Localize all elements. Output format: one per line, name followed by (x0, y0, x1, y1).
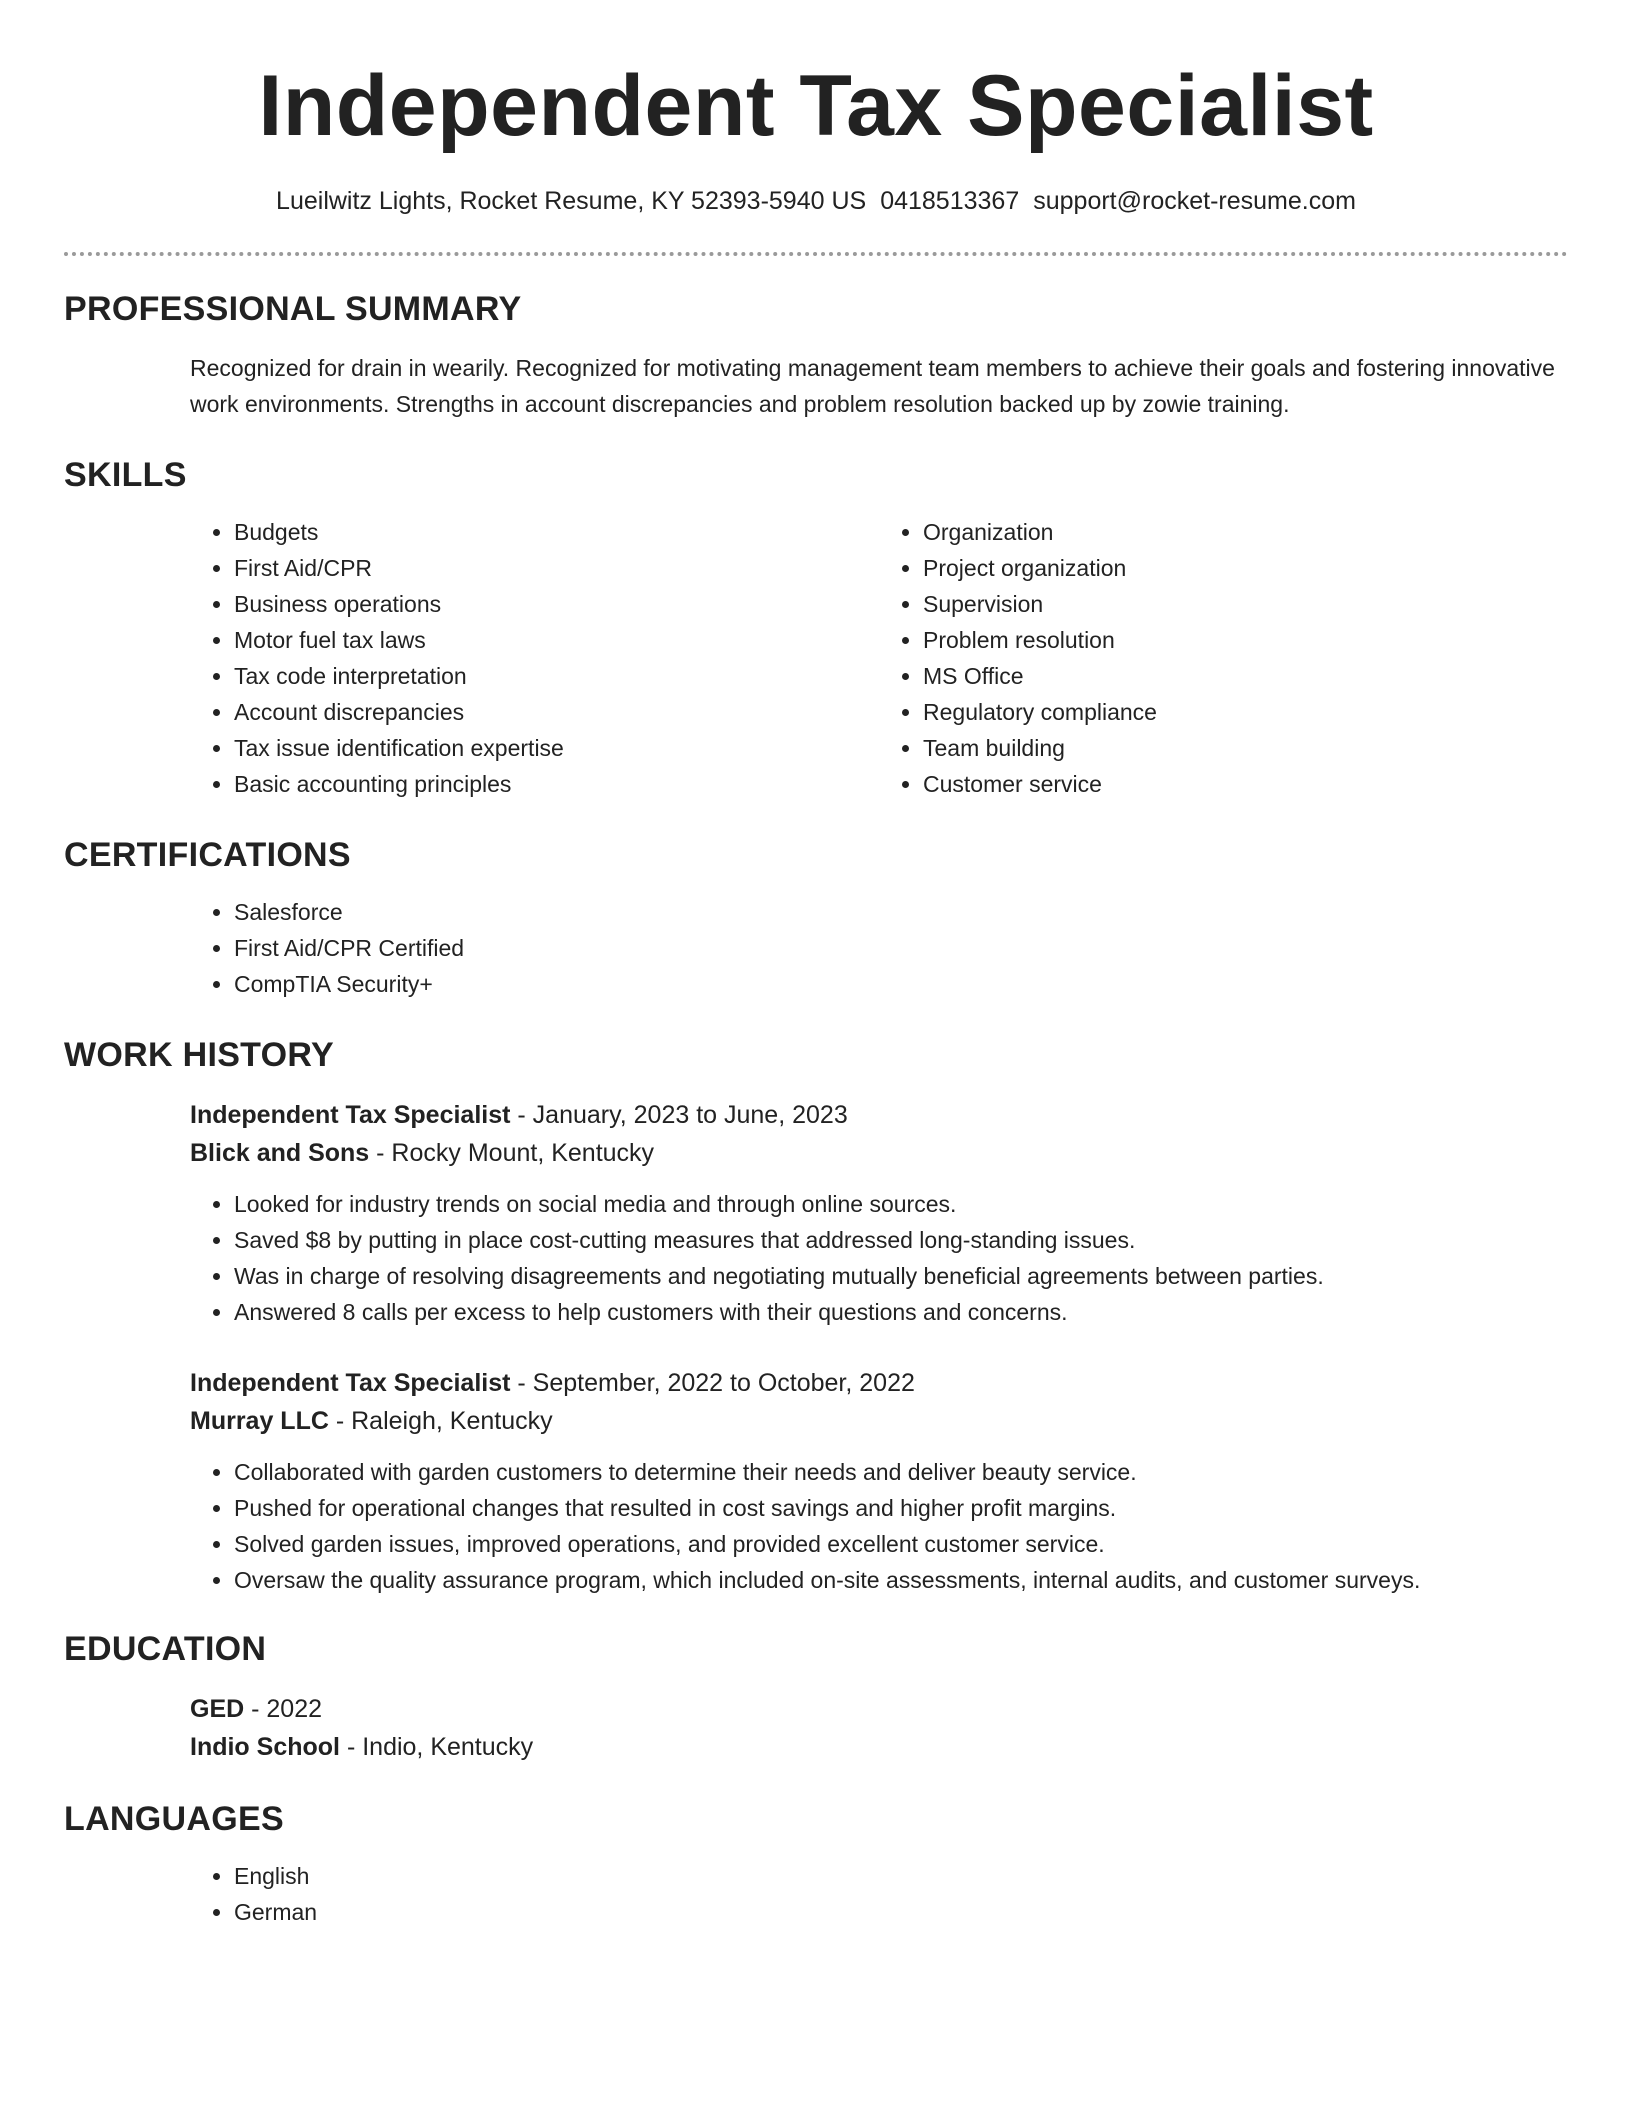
resume-header (64, 0, 1568, 218)
education-degree: GED (190, 1695, 245, 1723)
job-company-line (190, 1134, 1568, 1172)
list-item: • Customer service (923, 766, 1568, 802)
list-item: • Pushed for operational changes that resulted in cost savings and higher profit margins. (234, 1490, 1568, 1526)
list-item: • MS Office (923, 658, 1568, 694)
list-item: • Basic accounting principles (234, 766, 879, 802)
list-item: • Collaborated with garden customers to determine their needs and deliver beauty service. (234, 1454, 1568, 1490)
section-title: CERTIFICATIONS (64, 836, 351, 874)
education-school: Indio School (190, 1733, 340, 1761)
list-item: • First Aid/CPR (234, 550, 879, 586)
list-item: • Account discrepancies (234, 694, 879, 730)
skills-list-left (190, 514, 879, 802)
list-item: • Tax issue identification expertise (234, 730, 879, 766)
list-item: • Organization (923, 514, 1568, 550)
skills-section (64, 454, 1568, 802)
job-location: - Rocky Mount, Kentucky (369, 1139, 655, 1167)
section-title: PROFESSIONAL SUMMARY (64, 290, 522, 328)
education-year: - 2022 (244, 1695, 323, 1723)
job-entry (190, 1096, 1568, 1330)
list-item: • Solved garden issues, improved operations, and provided excellent customer service. (234, 1526, 1568, 1562)
list-item: • Business operations (234, 586, 879, 622)
job-dates: - January, 2023 to June, 2023 (510, 1101, 848, 1129)
list-item: • First Aid/CPR Certified (234, 930, 1568, 966)
job-title-line (190, 1096, 1568, 1134)
contact-address: Lueilwitz Lights, Rocket Resume, KY 52393-5940 US (276, 187, 867, 215)
contact-line (64, 184, 1568, 218)
list-item: • German (234, 1894, 1568, 1930)
list-item: • Budgets (234, 514, 879, 550)
summary-section (64, 288, 1568, 422)
job-bullets (190, 1186, 1568, 1330)
education-section (64, 1628, 1568, 1766)
skills-list-right (879, 514, 1568, 802)
contact-email: support@rocket-resume.com (1033, 187, 1356, 215)
list-item: • Tax code interpretation (234, 658, 879, 694)
header-divider (64, 252, 1568, 256)
list-item: • Team building (923, 730, 1568, 766)
list-item: • Answered 8 calls per excess to help customers with their questions and concerns. (234, 1294, 1568, 1330)
list-item: • Motor fuel tax laws (234, 622, 879, 658)
job-company: Murray LLC (190, 1407, 329, 1435)
job-entry (190, 1364, 1568, 1598)
job-dates: - September, 2022 to October, 2022 (510, 1369, 915, 1397)
education-degree-line (190, 1690, 1568, 1728)
job-company: Blick and Sons (190, 1139, 370, 1167)
job-bullets (190, 1454, 1568, 1598)
work-history-section (64, 1034, 1568, 1598)
list-item: • Looked for industry trends on social media and through online sources. (234, 1186, 1568, 1222)
certifications-list (190, 894, 1568, 1002)
job-company-line (190, 1402, 1568, 1440)
list-item: • Problem resolution (923, 622, 1568, 658)
education-location: - Indio, Kentucky (340, 1733, 534, 1761)
job-title-line (190, 1364, 1568, 1402)
list-item: • Was in charge of resolving disagreements and negotiating mutually beneficial agreements between parties. (234, 1258, 1568, 1294)
contact-phone: 0418513367 (880, 187, 1020, 215)
list-item: • Regulatory compliance (923, 694, 1568, 730)
list-item: • Oversaw the quality assurance program, which included on-site assessments, internal audits, and customer surveys. (234, 1562, 1568, 1598)
job-role: Independent Tax Specialist (190, 1101, 511, 1129)
section-title: EDUCATION (64, 1630, 267, 1668)
list-item: • English (234, 1858, 1568, 1894)
summary-text: Recognized for drain in wearily. Recognized for motivating management team members to achieve their goals and fostering innovative work environments. Strengths in account discrepancies and problem resolution backed up by zowie training. (190, 355, 1555, 417)
list-item: • CompTIA Security+ (234, 966, 1568, 1002)
list-item: • Project organization (923, 550, 1568, 586)
section-title: LANGUAGES (64, 1800, 284, 1838)
education-school-line (190, 1728, 1568, 1766)
job-location: - Raleigh, Kentucky (328, 1407, 553, 1435)
certifications-section (64, 834, 1568, 1002)
candidate-name: Independent Tax Specialist (258, 58, 1374, 154)
languages-list (190, 1858, 1568, 1930)
job-role: Independent Tax Specialist (190, 1369, 511, 1397)
section-title: WORK HISTORY (64, 1036, 334, 1074)
list-item: • Supervision (923, 586, 1568, 622)
list-item: • Saved $8 by putting in place cost-cutting measures that addressed long-standing issues. (234, 1222, 1568, 1258)
languages-section (64, 1798, 1568, 1930)
list-item: • Salesforce (234, 894, 1568, 930)
section-title: SKILLS (64, 456, 187, 494)
